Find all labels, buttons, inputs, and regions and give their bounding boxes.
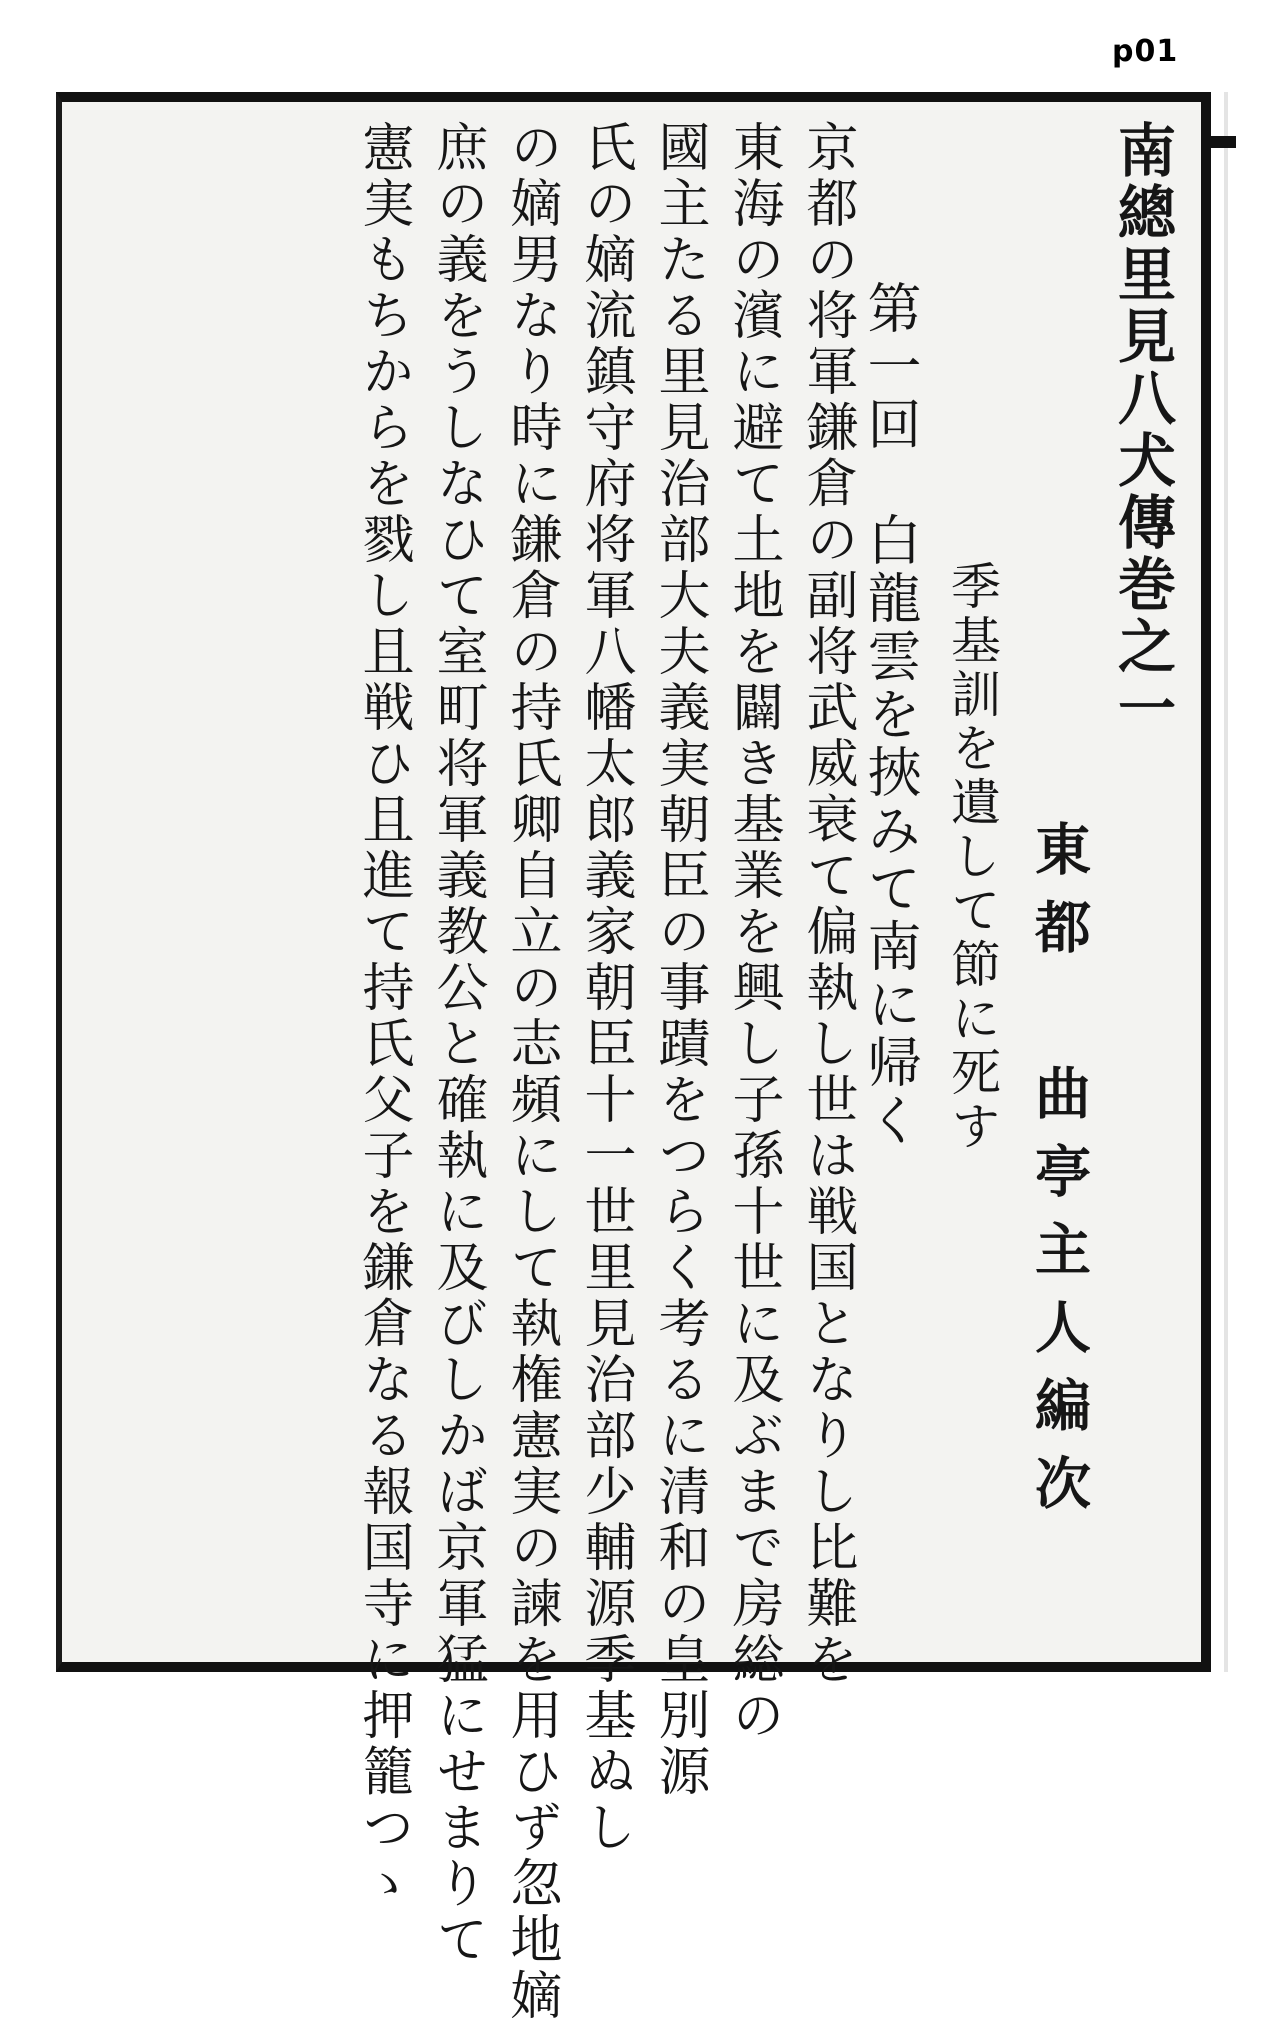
chapter-number-and-heading-line-2 <box>859 120 922 1660</box>
page-number-label: p01 <box>1112 34 1179 69</box>
vertical-text-block <box>91 120 1176 2024</box>
scanned-page <box>56 92 1211 2024</box>
body-column: 氏の嫡流鎮守府将軍八幡太郎義家朝臣十一世里見治部少輔源季基ぬし <box>575 120 635 1856</box>
spine-edge <box>1224 92 1228 1672</box>
body-column: の嫡男なり時に鎌倉の持氏卿自立の志頻にして執権憲実の諫を用ひず忽地嫡 <box>501 120 561 2024</box>
chapter-number: 第一回 <box>859 280 922 454</box>
chapter-heading-line-2: 白龍雲を挾みて南に帰く <box>859 512 922 1150</box>
chapter-heading-line-1: 季基訓を遺して節に死す <box>943 560 1001 1154</box>
spine-tab-mark <box>1210 136 1236 148</box>
body-column: 國主たる里見治部大夫義実朝臣の事蹟をつらく考るに清和の皇別源 <box>649 120 709 1800</box>
body-column: 京都の将軍鎌倉の副将武威衰て偏執し世は戦国となりし比難を <box>797 120 857 1688</box>
body-column: 憲実もちからを戮し且戦ひ且進て持氏父子を鎌倉なる報国寺に押籠つゝ <box>353 120 413 1912</box>
book-title: 南總里見八犬傳巻之一 <box>1108 120 1176 740</box>
body-column: 東海の濱に避て土地を闢き基業を興し子孫十世に及ぶまで房総の <box>723 120 783 1744</box>
body-column: 庶の義をうしなひて室町将軍義教公と確執に及びしかば京軍猛にせまりて <box>427 120 487 1968</box>
author-credit: 東都 曲亭主人編次 <box>1026 820 1092 1532</box>
